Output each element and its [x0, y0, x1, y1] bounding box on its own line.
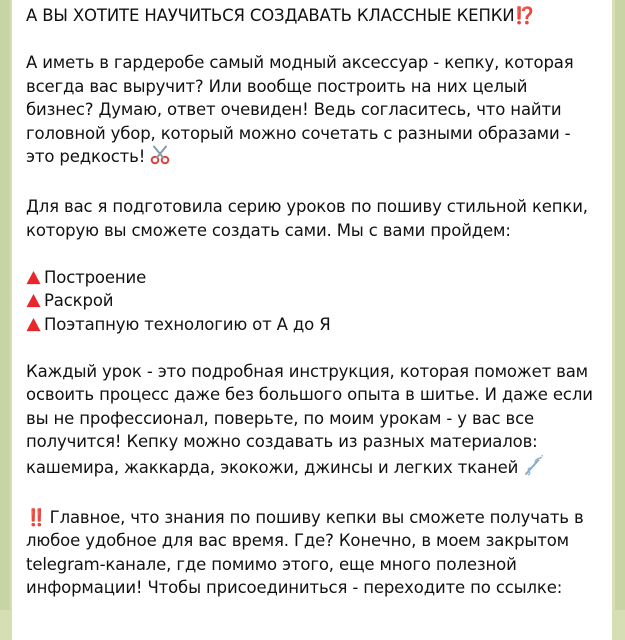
- chat-background-left: [0, 0, 10, 610]
- needle-thread-icon: [523, 454, 545, 483]
- red-triangle-icon: [26, 270, 41, 285]
- list-item: [26, 266, 598, 290]
- scissors-icon: [150, 145, 172, 172]
- paragraph-access: [26, 506, 598, 600]
- post-title: [26, 4, 598, 28]
- paragraph-series: Для вас я подготовила серию уроков по пошиву стильной кепки, которую вы сможете создать сами. Мы с вами пройдем:: [26, 197, 588, 240]
- paragraph-intro: [26, 51, 598, 172]
- post-title-text: А ВЫ ХОТИТЕ НАУЧИТЬСЯ СОЗДАВАТЬ КЛАССНЫЕ КЕПКИ: [26, 6, 515, 25]
- red-triangle-icon: [26, 317, 41, 332]
- paragraph-lessons: [26, 360, 598, 483]
- bullet-list: [26, 266, 598, 337]
- list-item-label: Построение: [44, 267, 147, 287]
- paragraph-lessons-text: Каждый урок - это подробная инструкция, которая поможет вам освоить процесс даже без большого опыта в шитье. И даже если вы не профессионал, поверьте, по моим урокам - у вас все получится! Кепку можно создавать из разных материалов: кашемира, жаккарда, экокожи, джинсы и легких тканей: [26, 361, 593, 477]
- paragraph-access-text: Главное, что знания по пошиву кепки вы сможете получать в любое удобное для вас время. Где? Конечно, в моем закрытом telegram-канале, где помимо этого, еще много полезной информации! Чтобы присоединиться - переходите по ссылке:: [26, 507, 584, 597]
- list-item: [26, 313, 598, 337]
- chat-background-right: [615, 0, 625, 610]
- message-bubble[interactable]: [12, 0, 612, 640]
- interrobang-icon: ⁉️: [514, 6, 535, 25]
- red-triangle-icon: [26, 293, 41, 308]
- list-item-label: Раскрой: [44, 291, 114, 310]
- paragraph-intro-text: А иметь в гардеробе самый модный аксессуар - кепку, которая всегда вас выручит? Или вообще построить на них целый бизнес? Думаю, ответ очевиден! Ведь согласитесь, что найти головной убор, который можно сочетать с разными образами - это редкость!: [26, 53, 574, 166]
- double-exclamation-icon: ‼️: [26, 507, 45, 527]
- list-item: [26, 289, 598, 313]
- list-item-label: Поэтапную технологию от А до Я: [44, 314, 331, 334]
